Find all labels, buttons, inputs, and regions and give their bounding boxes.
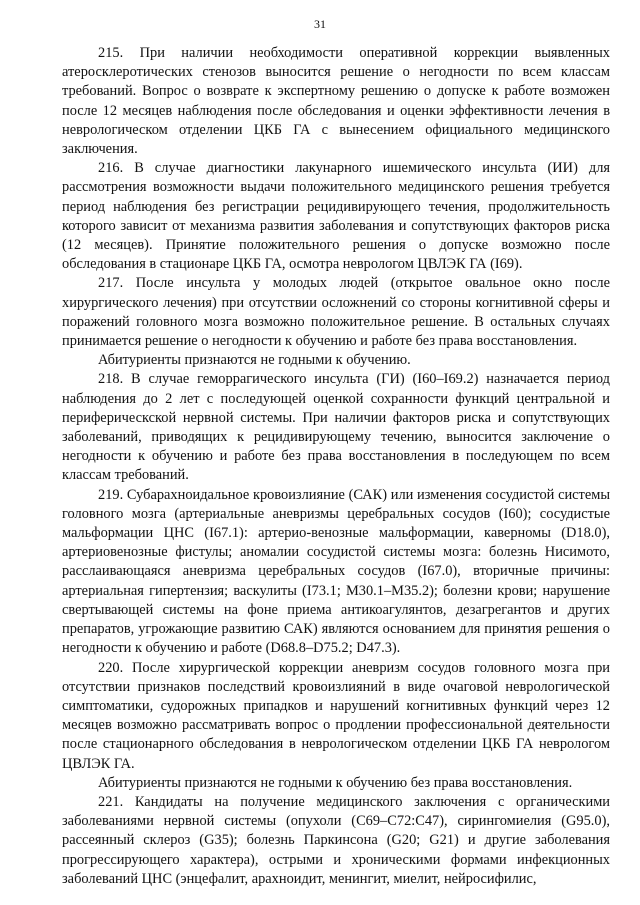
- paragraph-221: 221. Кандидаты на получение медицинского заключения с органическими заболеваниями нервной системы (опухоли (C69–C72:C47), сирингомиелия (G95.0), рассеянный склероз (G35); болезнь Паркинсона (G20; G21) и другие заболевания прогрессирующего характера), острыми и хроническими формами инфекционных заболеваний ЦНС (энцефалит, арахноидит, менингит, миелит, нейросифилис,: [62, 793, 610, 887]
- paragraph-220: 220. После хирургической коррекции аневризм сосудов головного мозга при отсутствии признаков последствий кровоизлияний в виде очаговой неврологической симптоматики, судорожных припадков и нарушений когнитивных функций через 12 месяцев возможно рассматривать вопрос о продлении профессиональной деятельности после стационарного обследования в неврологическом отделении ЦКБ ГА неврологом ЦВЛЭК ГА.: [62, 659, 610, 772]
- paragraph-218: 218. В случае геморрагического инсульта (ГИ) (I60–I69.2) назначается период наблюдения до 2 лет с последующей оценкой сохранности функций центральной и периферическской нервной системы. При наличии факторов риска и сопутствующих заболеваний, приводящих к рецидивирующему течению, выносится заключение о негодности к обучению и работе без права восстановления в последующем по всем классам требований.: [62, 371, 610, 484]
- paragraph-note-applicants: Абитуриенты признаются не годными к обучению.: [98, 352, 411, 369]
- paragraph-note-applicants-no-restore: Абитуриенты признаются не годными к обучению без права восстановления.: [98, 774, 573, 791]
- page-number: 31: [314, 17, 326, 31]
- document-body: [62, 44, 610, 889]
- paragraph-215: 215. При наличии необходимости оперативной коррекции выявленных атеросклеротических стенозов выносится решение о негодности по всем классам требований. Вопрос о возврате к экспертному решению о допуске к работе возможен после 12 месяцев наблюдения после обследования и оценки эффективности лечения в неврологическом отделении ЦКБ ГА с вынесением официального медицинского заключения.: [62, 45, 610, 158]
- paragraph-216: 216. В случае диагностики лакунарного ишемического инсульта (ИИ) для рассмотрения возможности выдачи положительного медицинского решения требуется период наблюдения без регистрации рецидивирующего течения, продолжительность которого зависит от механизма развития заболевания и сопутствующих факторов риска (12 месяцев). Принятие положительного решения о допуске возможно после обследования в стационаре ЦКБ ГА, осмотра неврологом ЦВЛЭК ГА (I69).: [62, 160, 610, 273]
- paragraph-219: 219. Субарахноидальное кровоизлияние (САК) или изменения сосудистой системы головного мозга (артериальные аневризмы церебральных сосудов (I60); сосудистые мальформации ЦНС (I67.1): артерио-венозные мальформации, каверномы (D18.0), артериовенозные фистулы; аномалии сосудистой системы мозга: болезнь Нисимото, расслаивающаяся аневризма церебральных сосудов (I67.0), вторичные причины: артериальная гипертензия; васкулиты (I73.1; M30.1–M35.2); болезни крови; нарушение свертывающей системы на фоне приема антикоагулянтов, дезагрегантов и других препаратов, угрожающие развитию САК) являются основанием для принятия решения о негодности к обучению и работе (D68.8–D75.2; D47.3).: [62, 486, 610, 657]
- paragraph-217: 217. После инсульта у молодых людей (открытое овальное окно после хирургического лечения) при отсутствии осложнений со стороны когнитивной сферы и поражений головного мозга возможно положительное решение. В остальных случаях принимается решение о негодности к обучению и работе без права восстановления.: [62, 275, 610, 350]
